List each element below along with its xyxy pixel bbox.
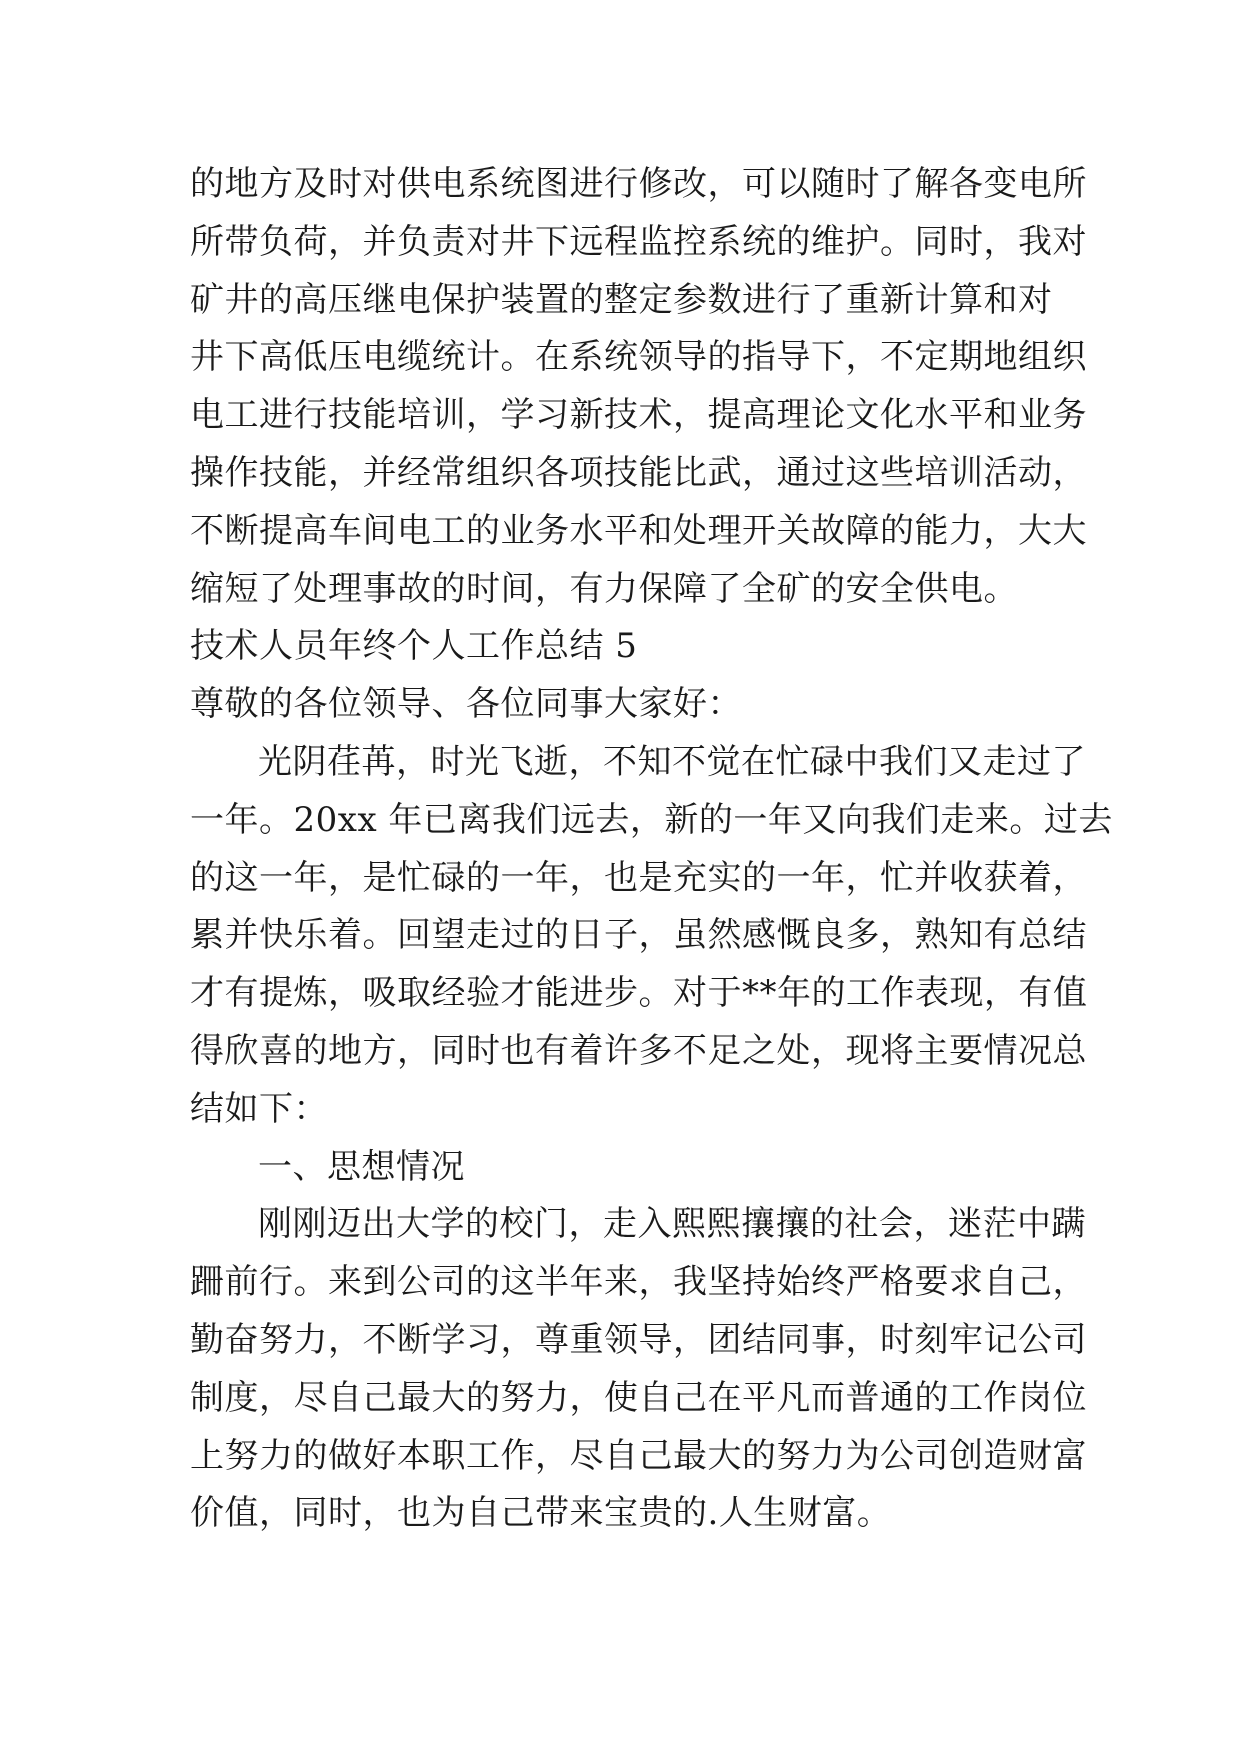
paragraph-line: 光阴荏苒，时光飞逝，不知不觉在忙碌中我们又走过了 (258, 741, 1086, 782)
paragraph-line: 才有提炼，吸取经验才能进步。对于**年的工作表现，有值 (190, 973, 1088, 1014)
paragraph-line: 井下高低压电缆统计。在系统领导的指导下，不定期地组织 (190, 337, 1087, 378)
paragraph-line: 电工进行技能培训，学习新技术，提高理论文化水平和业务 (190, 395, 1087, 436)
paragraph-line: 操作技能，并经常组织各项技能比武，通过这些培训活动， (190, 452, 1087, 493)
paragraph-line: 矿井的高压继电保护装置的整定参数进行了重新计算和对 (190, 279, 1053, 320)
paragraph-line: 刚刚迈出大学的校门，走入熙熙攘攘的社会，迷茫中蹒 (258, 1204, 1086, 1245)
paragraph-line: 制度，尽自己最大的努力，使自己在平凡而普通的工作岗位 (190, 1377, 1087, 1418)
paragraph-line: 所带负荷，并负责对井下远程监控系统的维护。同时，我对 (190, 221, 1087, 262)
paragraph-line: 勤奋努力，不断学习，尊重领导，团结同事，时刻牢记公司 (190, 1319, 1087, 1360)
section-heading: 技术人员年终个人工作总结 5 (190, 626, 638, 667)
paragraph-line: 不断提高车间电工的业务水平和处理开关故障的能力，大大 (190, 510, 1087, 551)
subsection-heading: 一、思想情况 (258, 1146, 465, 1187)
paragraph-line: 跚前行。来到公司的这半年来，我坚持始终严格要求自己， (190, 1262, 1087, 1303)
paragraph-line: 结如下： (190, 1088, 328, 1129)
paragraph-line: 的这一年，是忙碌的一年，也是充实的一年，忙并收获着， (190, 857, 1087, 898)
paragraph-line: 累并快乐着。回望走过的日子，虽然感慨良多，熟知有总结 (190, 915, 1087, 956)
paragraph-line: 上努力的做好本职工作，尽自己最大的努力为公司创造财富 (190, 1435, 1087, 1476)
paragraph-line: 缩短了处理事故的时间，有力保障了全矿的安全供电。 (190, 568, 1018, 609)
paragraph-line: 得欣喜的地方，同时也有着许多不足之处，现将主要情况总 (190, 1030, 1087, 1071)
document-body (190, 156, 1113, 1543)
salutation: 尊敬的各位领导、各位同事大家好： (190, 684, 742, 725)
paragraph-line: 的地方及时对供电系统图进行修改，可以随时了解各变电所 (190, 164, 1087, 204)
paragraph-line: 一年。20xx 年已离我们远去，新的一年又向我们走来。过去 (190, 799, 1113, 840)
paragraph-line: 价值，同时，也为自己带来宝贵的.人生财富。 (190, 1493, 892, 1534)
